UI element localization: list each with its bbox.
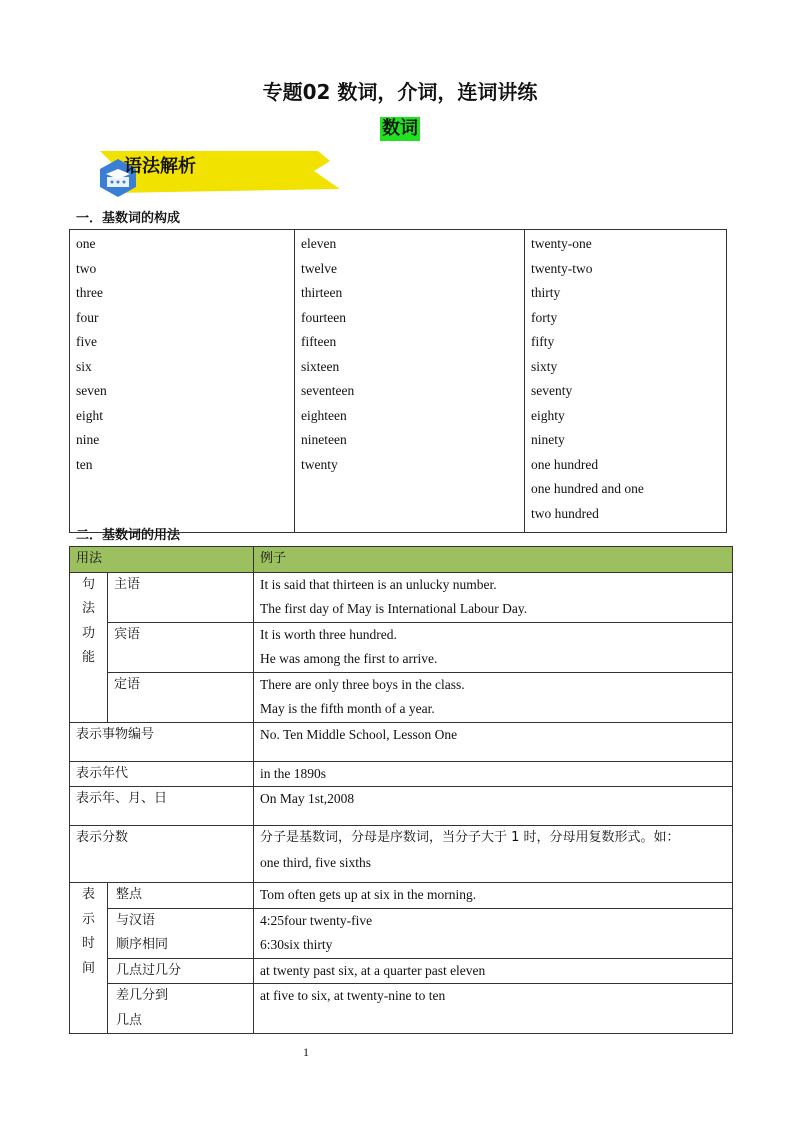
page-title: 专题02 数词，介词，连词讲练 — [262, 80, 538, 104]
section1-heading: 一．基数词的构成 — [76, 211, 181, 226]
object-label: 宾语 — [108, 622, 254, 672]
example-line: 4:25four twenty-five — [260, 912, 373, 928]
attribute-label: 定语 — [108, 672, 254, 722]
decade-example: in the 1890s — [254, 761, 733, 787]
list-item: twelve — [301, 260, 337, 276]
list-item: twenty — [301, 456, 338, 472]
list-item: sixteen — [301, 358, 340, 374]
label-char: 能 — [81, 650, 95, 665]
syntax-function-label — [70, 572, 108, 722]
label-char: 表 — [81, 887, 95, 902]
oclock-label: 整点 — [108, 883, 254, 909]
numbering-example: No. Ten Middle School, Lesson One — [254, 722, 733, 761]
list-item: seven — [76, 383, 107, 398]
example-line: The first day of May is International Labour Day. — [260, 601, 528, 616]
numbering-label: 表示事物编号 — [70, 722, 254, 761]
same-order-label — [108, 908, 254, 958]
fraction-label: 表示分数 — [70, 826, 254, 883]
label-char: 时 — [81, 936, 95, 951]
table-row — [70, 672, 733, 722]
section-subtitle: 数词 — [382, 118, 418, 139]
table-row — [70, 722, 733, 761]
list-item: seventy — [531, 383, 573, 398]
grammar-banner — [78, 149, 340, 195]
list-item: sixty — [531, 358, 558, 374]
list-item: nine — [76, 432, 100, 447]
label-line: 几点 — [116, 1012, 143, 1028]
list-item: two hundred — [531, 505, 599, 521]
list-item: fourteen — [301, 309, 346, 325]
past-example: at twenty past six, at a quarter past eleven — [254, 958, 733, 984]
table-row — [70, 787, 733, 826]
list-item: fifty — [531, 334, 555, 349]
list-item: five — [76, 334, 97, 349]
col-ones — [70, 230, 295, 533]
label-line: 与汉语 — [116, 912, 156, 928]
label-char: 句 — [81, 576, 95, 592]
same-order-example — [254, 908, 733, 958]
table-row — [70, 761, 733, 787]
section2-heading: 二．基数词的用法 — [76, 528, 181, 543]
date-label: 表示年、月、日 — [70, 787, 254, 826]
col-tens — [525, 230, 727, 533]
label-line: 顺序相同 — [116, 937, 169, 952]
example-line: one third, five sixths — [260, 854, 371, 870]
list-item: eight — [76, 407, 103, 423]
list-item: twenty-two — [531, 260, 593, 276]
example-line: It is said that thirteen is an unlucky number. — [260, 576, 497, 592]
example-line: 6:30six thirty — [260, 937, 333, 952]
list-item: eighty — [531, 407, 565, 423]
list-item: three — [76, 285, 103, 300]
subject-label-text: 主语 — [114, 576, 141, 592]
banner-label: 语法解析 — [124, 156, 196, 177]
list-item: nineteen — [301, 432, 347, 447]
table-row — [70, 826, 733, 883]
list-item: two — [76, 260, 97, 276]
time-label — [70, 883, 108, 1034]
table-row — [70, 622, 733, 672]
list-item: ninety — [531, 432, 565, 447]
fraction-example — [254, 826, 733, 883]
list-item: thirteen — [301, 285, 343, 300]
table-row — [70, 908, 733, 958]
list-item: fifteen — [301, 334, 337, 349]
list-item: forty — [531, 309, 558, 325]
col-teens — [295, 230, 525, 533]
table-row — [70, 572, 733, 622]
date-example: On May 1st,2008 — [254, 787, 733, 826]
list-item: one hundred — [531, 456, 599, 472]
subject-label — [108, 572, 254, 622]
label-char: 间 — [81, 960, 95, 976]
decade-label: 表示年代 — [70, 761, 254, 787]
header-usage: 用法 — [70, 547, 254, 573]
list-item: four — [76, 309, 99, 325]
to-example: at five to six, at twenty-nine to ten — [254, 984, 733, 1034]
table-header-row — [70, 547, 733, 573]
header-example: 例子 — [254, 547, 733, 573]
table-row — [70, 984, 733, 1034]
object-example — [254, 622, 733, 672]
list-item: seventeen — [301, 383, 355, 398]
list-item: twenty-one — [531, 236, 592, 251]
cardinal-usage-table — [69, 546, 733, 1034]
list-item: one hundred and one — [531, 481, 644, 496]
table-row — [70, 958, 733, 984]
label-char: 法 — [81, 601, 95, 616]
example-line: 分子是基数词，分母是序数词，当分子大于 1 时，分母用复数形式。如： — [260, 830, 680, 845]
example-line: He was among the first to arrive. — [260, 651, 438, 666]
example-line: It is worth three hundred. — [260, 626, 397, 642]
label-char: 示 — [81, 911, 95, 927]
past-label: 几点过几分 — [108, 958, 254, 984]
list-item: ten — [76, 456, 93, 472]
list-item: eighteen — [301, 407, 347, 423]
oclock-example: Tom often gets up at six in the morning. — [254, 883, 733, 909]
label-char: 功 — [81, 625, 95, 641]
list-item: one — [76, 236, 96, 251]
example-line: May is the fifth month of a year. — [260, 701, 435, 716]
table-row — [70, 883, 733, 909]
list-item: thirty — [531, 285, 561, 300]
page-number: 1 — [303, 1045, 309, 1059]
list-item: six — [76, 358, 92, 374]
list-item: eleven — [301, 236, 337, 251]
to-label — [108, 984, 254, 1034]
label-line: 差几分到 — [116, 988, 169, 1003]
cardinal-forms-table — [69, 229, 727, 533]
attribute-example — [254, 672, 733, 722]
example-line: There are only three boys in the class. — [260, 676, 465, 692]
subject-example — [254, 572, 733, 622]
